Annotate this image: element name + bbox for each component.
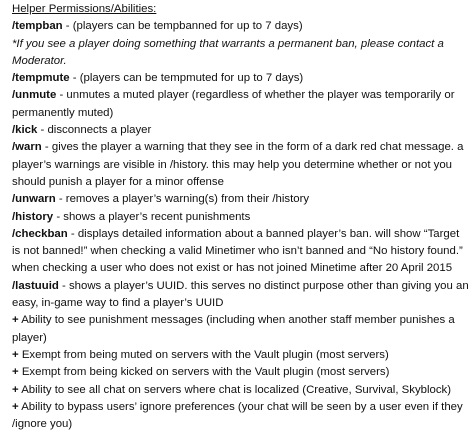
plus-marker: + xyxy=(12,383,19,396)
command-entry-unmute xyxy=(12,87,470,122)
command-entry-history xyxy=(12,209,470,226)
ability-description: Ability to see punishment messages (including when another staff member punishes a player) xyxy=(12,314,455,344)
plus-marker: + xyxy=(12,366,19,379)
plus-marker: + xyxy=(12,314,19,327)
command-description: - shows a player’s recent punishments xyxy=(53,210,251,223)
command-entry-unwarn xyxy=(12,191,470,208)
ability-entry xyxy=(12,364,470,381)
ability-entry xyxy=(12,347,470,364)
command-description: - shows a player’s UUID. this serves no distinct purpose other than giving you an easy, in-game way to find a player’s UUID xyxy=(12,279,469,310)
command-entry-warn xyxy=(12,139,470,191)
command-entry-kick xyxy=(12,122,470,139)
moderator-note: *If you see a player doing something that warrants a permanent ban, please contact a Moderator. xyxy=(12,37,444,67)
command-description: - (players can be tempmuted for up to 7 days) xyxy=(69,72,304,85)
command-name: /history xyxy=(12,210,54,223)
command-name: /warn xyxy=(12,141,42,154)
command-description: - (players can be tempbanned for up to 7 days) xyxy=(62,20,303,33)
ability-entry xyxy=(12,399,470,433)
command-name: /unwarn xyxy=(12,193,56,206)
ability-entry xyxy=(12,382,470,399)
ability-description: Exempt from being kicked on servers with the Vault plugin (most servers) xyxy=(18,366,390,379)
command-description: - removes a player’s warning(s) from their /history xyxy=(55,193,310,206)
command-entry-lastuuid xyxy=(12,278,470,313)
ability-entry xyxy=(12,312,470,347)
command-description: - gives the player a warning that they see in the form of a dark red chat message. a player’s warnings are visible in /history. this may help you determine whether or not you should punish a player for a minor offense xyxy=(12,141,464,188)
plus-marker: + xyxy=(12,400,19,413)
plus-marker: + xyxy=(12,348,19,361)
ability-description: Ability to bypass users’ ignore preferences (your chat will be seen by a user even if they /ignore you) xyxy=(12,400,463,431)
command-entry-checkban xyxy=(12,226,470,278)
command-name: /kick xyxy=(12,124,38,137)
command-name: /tempban xyxy=(12,20,63,33)
section-heading: Helper Permissions/Abilities: xyxy=(12,3,157,15)
command-name: /checkban xyxy=(12,227,68,240)
command-description: - unmutes a muted player (regardless of whether the player was temporarily or permanently muted) xyxy=(12,89,455,119)
command-entry-tempmute xyxy=(12,70,470,87)
command-name: /lastuuid xyxy=(12,279,59,292)
ability-description: Ability to see all chat on servers where chat is localized (Creative, Survival, Skyblock) xyxy=(18,383,452,396)
command-description: - disconnects a player xyxy=(37,124,152,137)
command-name: /tempmute xyxy=(12,72,70,85)
command-entry-tempban xyxy=(12,18,470,35)
command-description: - displays detailed information about a banned player’s ban. will show “Target is not banned!” when checking a valid Minetimer who isn’t banned and “No history found.” when checking a user who does not exist or has not joined Minetime after 20 April 2015 xyxy=(12,227,463,275)
ability-description: Exempt from being muted on servers with the Vault plugin (most servers) xyxy=(18,348,389,361)
command-name: /unmute xyxy=(12,89,57,102)
